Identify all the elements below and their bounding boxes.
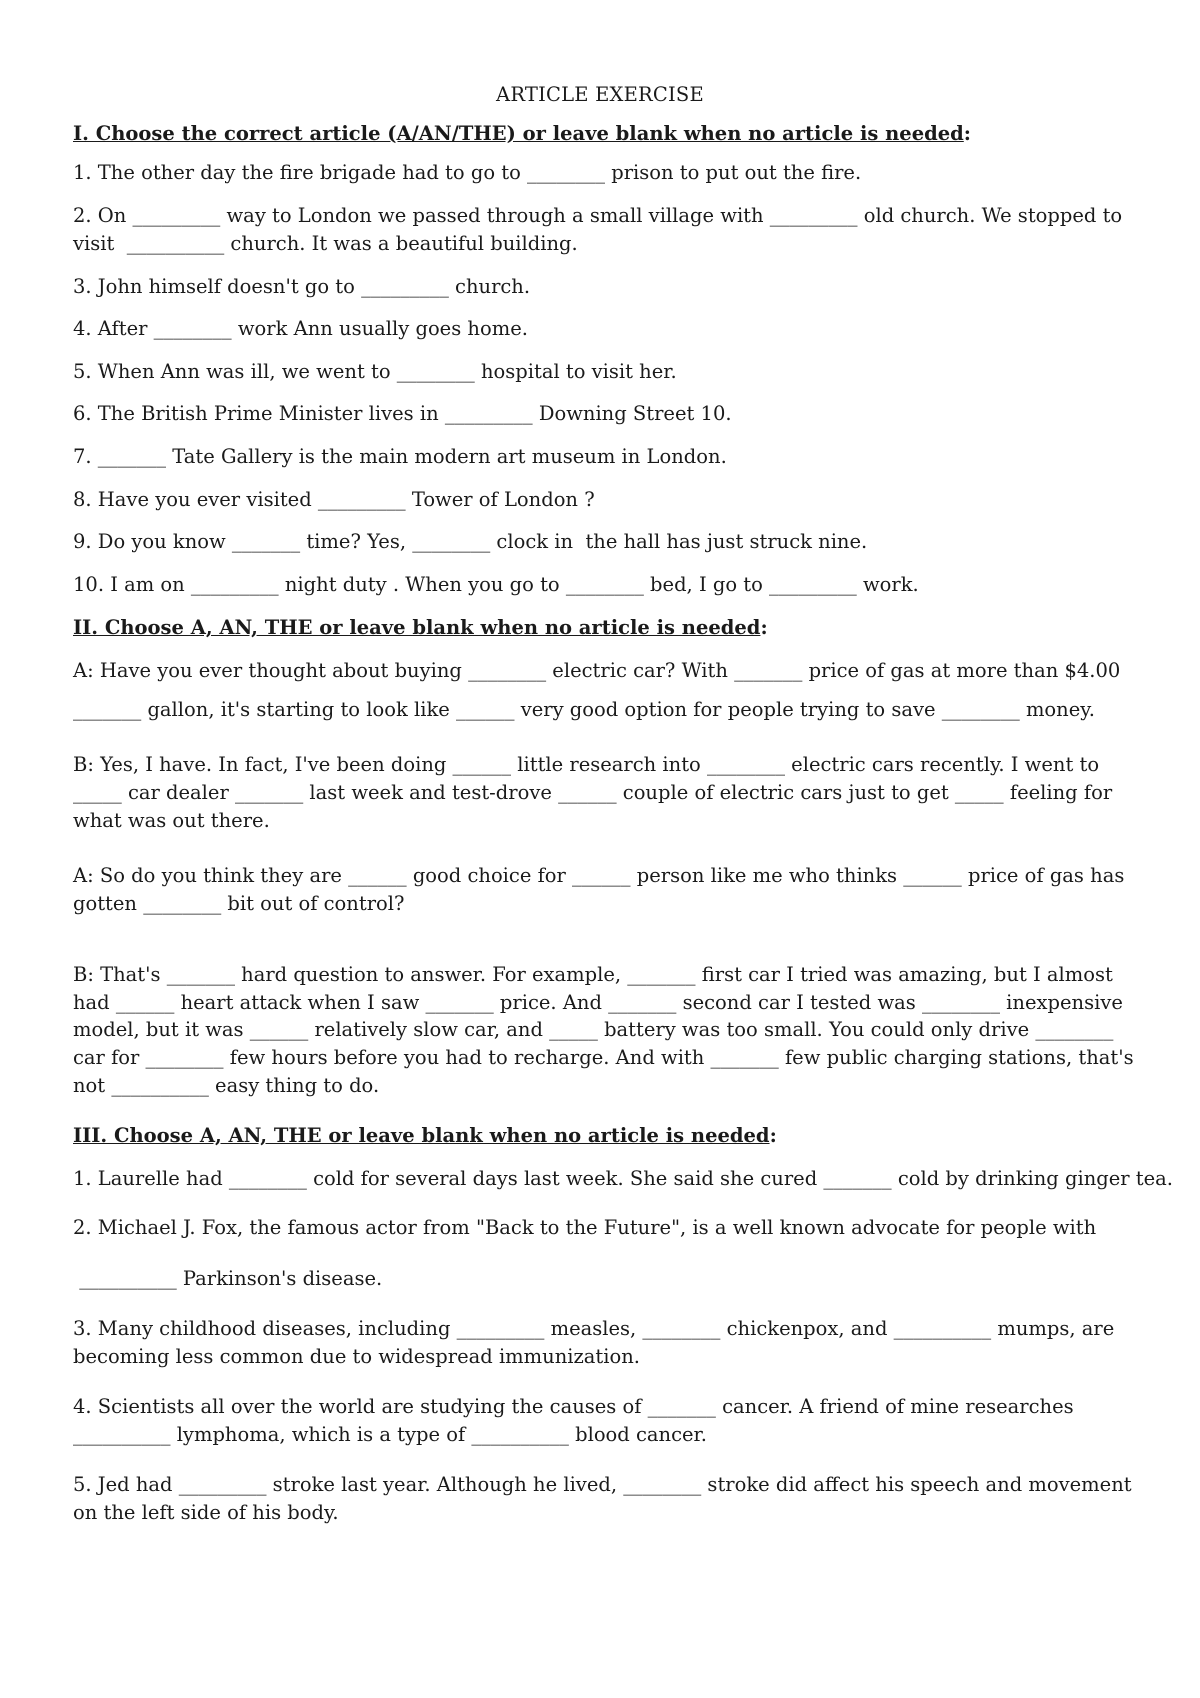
section-2-heading: II. Choose A, AN, THE or leave blank when no article is needed: [73,616,768,639]
s1-item-3: 3. John himself doesn't go to _________ church. [73,275,531,298]
section-2-heading-text: II. Choose A, AN, THE or leave blank when no article is needed [73,616,761,639]
s2-para-4-line-5: not __________ easy thing to do. [73,1074,380,1097]
s3-item-1: 1. Laurelle had ________ cold for several days last week. She said she cured _______ cold by drinking ginger tea. [73,1167,1174,1190]
s3-item-4-line-1: 4. Scientists all over the world are studying the causes of _______ cancer. A friend of mine researches [73,1395,1074,1418]
s1-item-7: 7. _______ Tate Gallery is the main modern art museum in London. [73,445,727,468]
s2-para-4-line-4: car for ________ few hours before you had to recharge. And with _______ few public charging stations, that's [73,1046,1134,1069]
s2-para-4-line-2: had ______ heart attack when I saw _______ price. And _______ second car I tested was ________ inexpensive [73,991,1123,1014]
s2-para-1-line-2: _______ gallon, it's starting to look like ______ very good option for people trying to save ________ money. [73,698,1095,721]
s3-item-3-line-2: becoming less common due to widespread immunization. [73,1345,640,1368]
s1-item-1: 1. The other day the fire brigade had to go to ________ prison to put out the fire. [73,161,862,184]
s1-item-8: 8. Have you ever visited _________ Tower of London ? [73,488,595,511]
s1-item-2-line-1: 2. On _________ way to London we passed through a small village with _________ old church. We stopped to [73,204,1123,227]
s3-item-2-line-2: __________ Parkinson's disease. [73,1267,383,1290]
s3-item-5-line-1: 5. Jed had _________ stroke last year. Although he lived, ________ stroke did affect his speech and movement [73,1473,1132,1496]
s1-item-4: 4. After ________ work Ann usually goes home. [73,317,528,340]
s1-item-2-line-2: visit __________ church. It was a beautiful building. [73,232,578,255]
s1-item-5: 5. When Ann was ill, we went to ________ hospital to visit her. [73,360,677,383]
s3-item-5-line-2: on the left side of his body. [73,1501,339,1524]
s3-item-3-line-1: 3. Many childhood diseases, including _________ measles, ________ chickenpox, and __________ mumps, are [73,1317,1115,1340]
section-3-heading-text: III. Choose A, AN, THE or leave blank when no article is needed [73,1124,770,1147]
s2-para-2-line-2: _____ car dealer _______ last week and test-drove ______ couple of electric cars just to get _____ feeling for [73,781,1113,804]
s2-para-3-line-1: A: So do you think they are ______ good choice for ______ person like me who thinks ______ price of gas has [73,864,1125,887]
s1-item-9: 9. Do you know _______ time? Yes, ________ clock in the hall has just struck nine. [73,530,868,553]
s3-item-4-line-2: __________ lymphoma, which is a type of __________ blood cancer. [73,1423,707,1446]
section-1-heading-text: I. Choose the correct article (A/AN/THE) or leave blank when no article is needed [73,122,964,145]
s1-item-6: 6. The British Prime Minister lives in _________ Downing Street 10. [73,402,732,425]
s2-para-1-line-1: A: Have you ever thought about buying ________ electric car? With _______ price of gas at more than $4.00 [73,659,1121,682]
section-3-heading: III. Choose A, AN, THE or leave blank when no article is needed: [73,1124,777,1147]
page-title: ARTICLE EXERCISE [496,83,704,106]
s2-para-2-line-1: B: Yes, I have. In fact, I've been doing ______ little research into ________ electric cars recently. I went to [73,753,1100,776]
s1-item-10: 10. I am on _________ night duty . When you go to ________ bed, I go to _________ work. [73,573,919,596]
s2-para-4-line-3: model, but it was ______ relatively slow car, and _____ battery was too small. You could only drive ________ [73,1018,1114,1041]
s2-para-2-line-3: what was out there. [73,809,270,832]
s3-item-2-line-1: 2. Michael J. Fox, the famous actor from "Back to the Future", is a well known advocate for people with [73,1216,1097,1239]
section-1-heading: I. Choose the correct article (A/AN/THE) or leave blank when no article is needed: [73,122,971,145]
s2-para-3-line-2: gotten ________ bit out of control? [73,892,405,915]
s2-para-4-line-1: B: That's _______ hard question to answer. For example, _______ first car I tried was amazing, but I almost [73,963,1113,986]
